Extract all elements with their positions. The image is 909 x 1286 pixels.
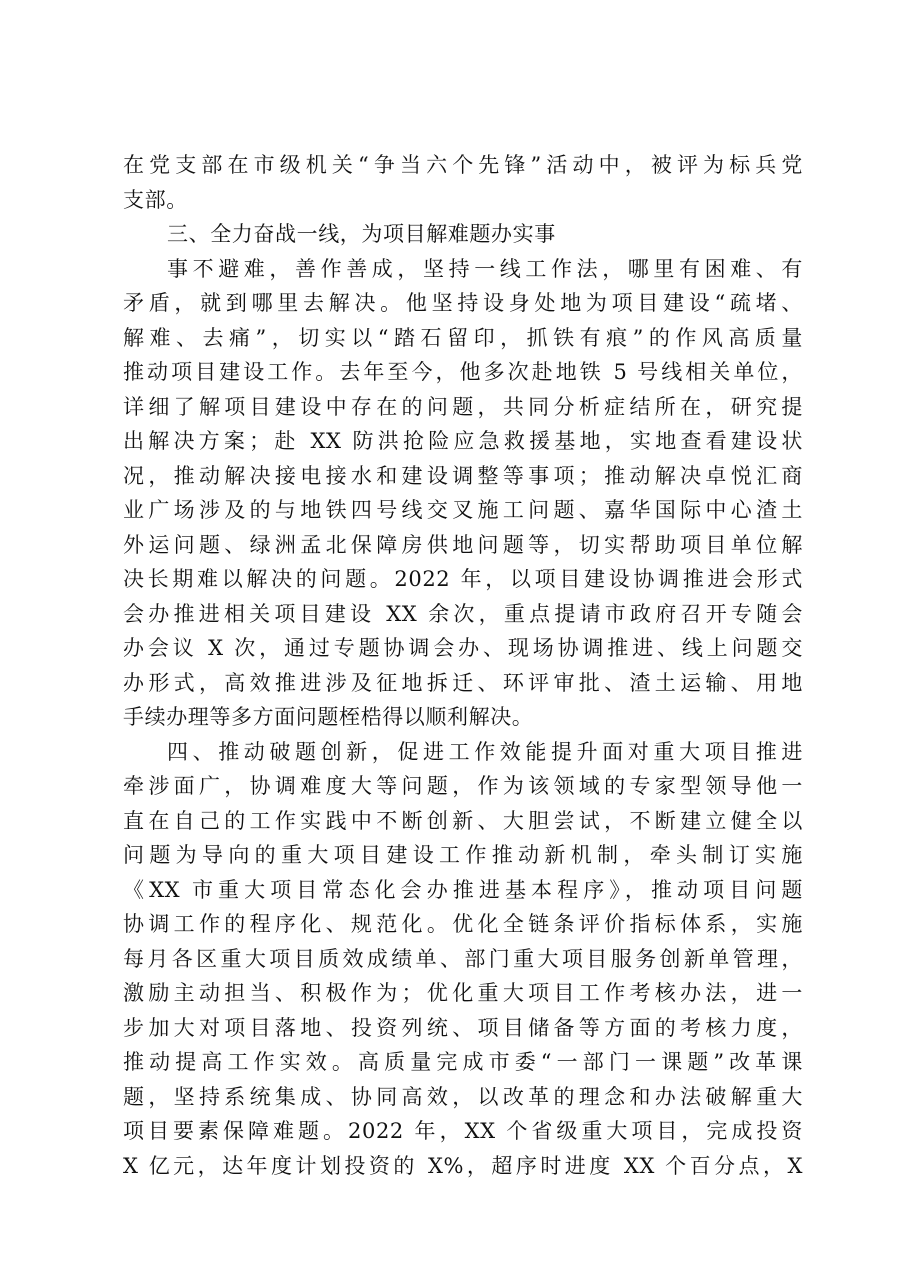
text-line: 推动提高工作实效。高质量完成市委“一部门一课题”改革课 — [123, 1050, 803, 1074]
text-line: 激励主动担当、积极作为；优化重大项目工作考核办法，进一 — [123, 981, 803, 1005]
text-line: 直在自己的工作实践中不断创新、大胆尝试，不断建立健全以 — [123, 808, 803, 833]
text-line: 每月各区重大项目质效成绩单、部门重大项目服务创新单管理， — [123, 946, 803, 971]
text-line: 出解决方案；赴 XX 防洪抢险应急救援基地，实地查看建设状 — [123, 429, 803, 453]
text-line: 牵涉面广，协调难度大等问题，作为该领域的专家型领导他一 — [123, 774, 803, 798]
text-line: 协调工作的程序化、规范化。优化全链条评价指标体系，实施 — [123, 912, 803, 936]
text-line: 题，坚持系统集成、协同高效，以改革的理念和办法破解重大 — [123, 1084, 803, 1109]
text-line: 四、推动破题创新，促进工作效能提升面对重大项目推进 — [167, 739, 803, 764]
text-line: 问题为导向的重大项目建设工作推动新机制，牵头制订实施 — [123, 843, 803, 867]
section-heading-three — [123, 217, 803, 252]
paragraph-party-branch — [123, 148, 803, 217]
text-line: 步加大对项目落地、投资列统、项目储备等方面的考核力度， — [123, 1015, 803, 1040]
heading-line: 三、全力奋战一线，为项目解难题办实事 — [167, 222, 556, 246]
text-line: 办会议 X 次，通过专题协调会办、现场协调推进、线上问题交 — [123, 636, 803, 660]
paragraph-innovation — [123, 735, 803, 1184]
text-line: X 亿元，达年度计划投资的 X%，超序时进度 XX 个百分点，X — [123, 1153, 803, 1178]
document-page — [123, 148, 803, 1183]
text-line: 外运问题、绿洲孟北保障房供地问题等，切实帮助项目单位解 — [123, 532, 803, 557]
text-line: 项目要素保障难题。2022 年，XX 个省级重大项目，完成投资 — [123, 1119, 803, 1143]
text-line: 详细了解项目建设中存在的问题，共同分析症结所在，研究提 — [123, 394, 803, 419]
text-line: 推动项目建设工作。去年至今，他多次赴地铁 5 号线相关单位， — [123, 360, 803, 384]
text-line: 决长期难以解决的问题。2022 年，以项目建设协调推进会形式 — [123, 567, 803, 591]
text-line: 办形式，高效推进涉及征地拆迁、环评审批、渣土运输、用地 — [123, 670, 803, 695]
text-line: 矛盾，就到哪里去解决。他坚持设身处地为项目建设“疏堵、 — [123, 291, 803, 315]
text-line: 支部。 — [123, 187, 188, 212]
text-line: 会办推进相关项目建设 XX 余次，重点提请市政府召开专随会 — [123, 601, 803, 626]
text-line: 解难、去痛”，切实以“踏石留印，抓铁有痕”的作风高质量 — [123, 325, 803, 350]
text-line: 在党支部在市级机关“争当六个先锋”活动中，被评为标兵党 — [123, 153, 803, 177]
text-line: 事不避难，善作善成，坚持一线工作法，哪里有困难、有 — [167, 256, 803, 281]
paragraph-frontline-work — [123, 252, 803, 735]
text-line: 《XX 市重大项目常态化会办推进基本程序》，推动项目问题 — [123, 877, 803, 902]
text-line: 况，推动解决接电接水和建设调整等事项；推动解决卓悦汇商 — [123, 463, 803, 488]
text-line: 业广场涉及的与地铁四号线交叉施工问题、嘉华国际中心渣土 — [123, 498, 803, 522]
text-line: 手续办理等多方面问题桎梏得以顺利解决。 — [123, 705, 534, 729]
